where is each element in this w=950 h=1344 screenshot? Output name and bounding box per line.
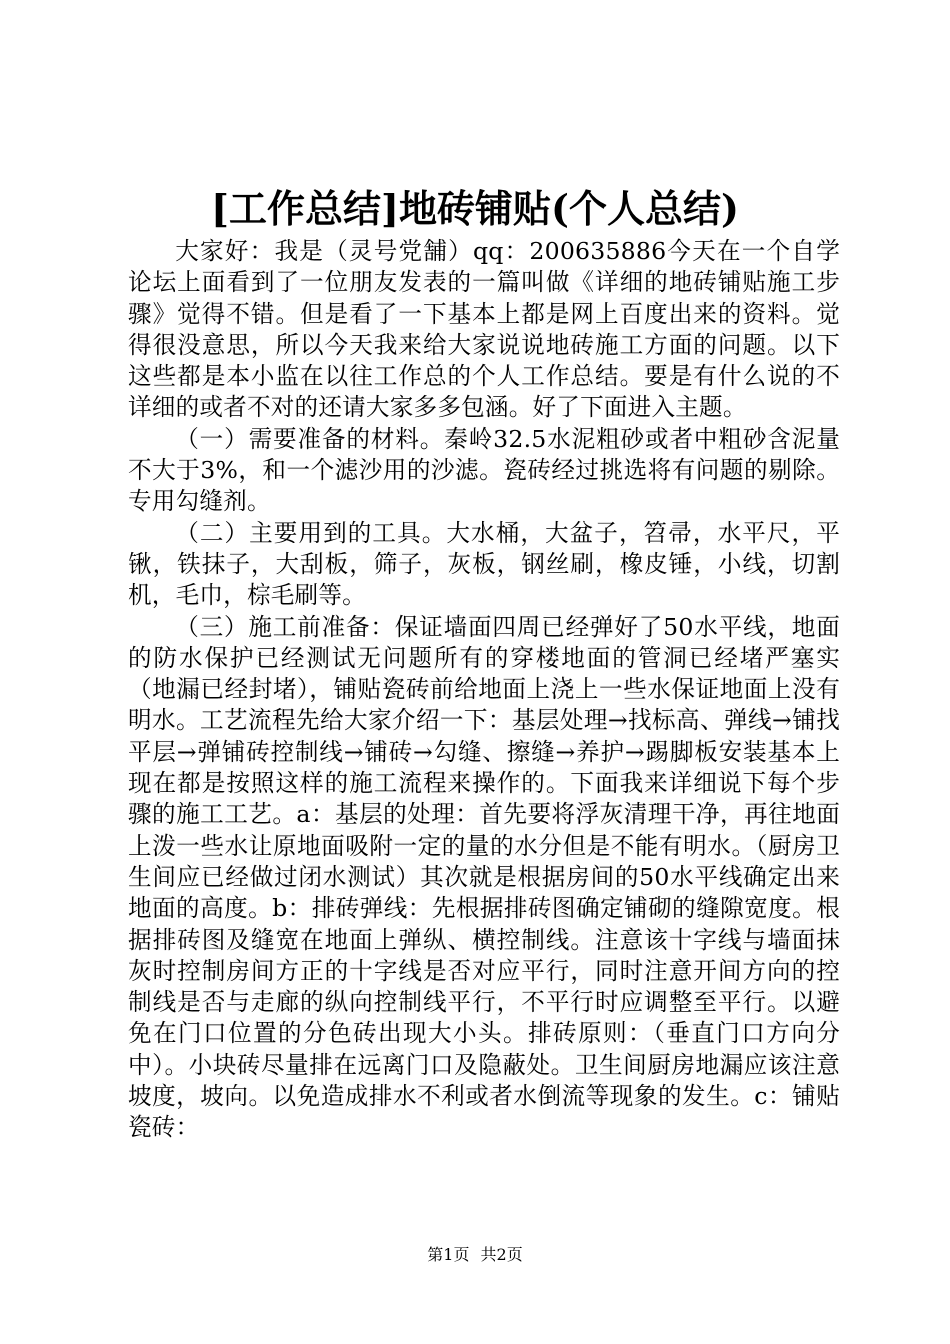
paragraph-materials: （一）需要准备的材料。秦岭32.5水泥粗砂或者中粗砂含泥量不大于3%，和一个滤沙用的沙滤。瓷砖经过挑选将有问题的剔除。专用勾缝剂。 xyxy=(128,424,840,516)
document-title: [工作总结]地砖铺贴(个人总结) xyxy=(211,186,739,231)
page-number: 第1页 xyxy=(427,1245,470,1264)
page-footer xyxy=(0,1245,950,1265)
document-body xyxy=(128,236,840,1144)
paragraph-preparation: （三）施工前准备：保证墙面四周已经弹好了50水平线，地面的防水保护已经测试无问题所有的穿楼地面的管洞已经堵严塞实（地漏已经封堵），铺贴瓷砖前给地面上浇上一些水保证地面上没有明水。工艺流程先给大家介绍一下：基层处理→找标高、弹线→铺找平层→弹铺砖控制线→铺砖→勾缝、擦缝→养护→踢脚板安装基本上现在都是按照这样的施工流程来操作的。下面我来详细说下每个步骤的施工工艺。a：基层的处理：首先要将浮灰清理干净，再往地面上泼一些水让原地面吸附一定的量的水分但是不能有明水。（厨房卫生间应已经做过闭水测试）其次就是根据房间的50水平线确定出来地面的高度。b：排砖弹线：先根据排砖图确定铺砌的缝隙宽度。根据排砖图及缝宽在地面上弹纵、横控制线。注意该十字线与墙面抹灰时控制房间方正的十字线是否对应平行，同时注意开间方向的控制线是否与走廊的纵向控制线平行，不平行时应调整至平行。以避免在门口位置的分色砖出现大小头。排砖原则：（垂直门口方向分中）。小块砖尽量排在远离门口及隐蔽处。卫生间厨房地漏应该注意坡度，坡向。以免造成排水不利或者水倒流等现象的发生。c：铺贴瓷砖： xyxy=(128,612,840,1142)
page-total: 共2页 xyxy=(480,1245,523,1264)
paragraph-intro: 大家好：我是（灵号党舗）qq：200635886今天在一个自学论坛上面看到了一位朋友发表的一篇叫做《详细的地砖铺贴施工步骤》觉得不错。但是看了一下基本上都是网上百度出来的资料。觉得很没意思，所以今天我来给大家说说地砖施工方面的问题。以下这些都是本小监在以往工作总的个人工作总结。要是有什么说的不详细的或者不对的还请大家多多包涵。好了下面进入主题。 xyxy=(128,237,840,422)
paragraph-tools: （二）主要用到的工具。大水桶，大盆子，笤帚，水平尺，平锹，铁抹子，大刮板，筛子，灰板，钢丝刷，橡皮锤，小线，切割机，毛巾，棕毛刷等。 xyxy=(128,518,840,610)
